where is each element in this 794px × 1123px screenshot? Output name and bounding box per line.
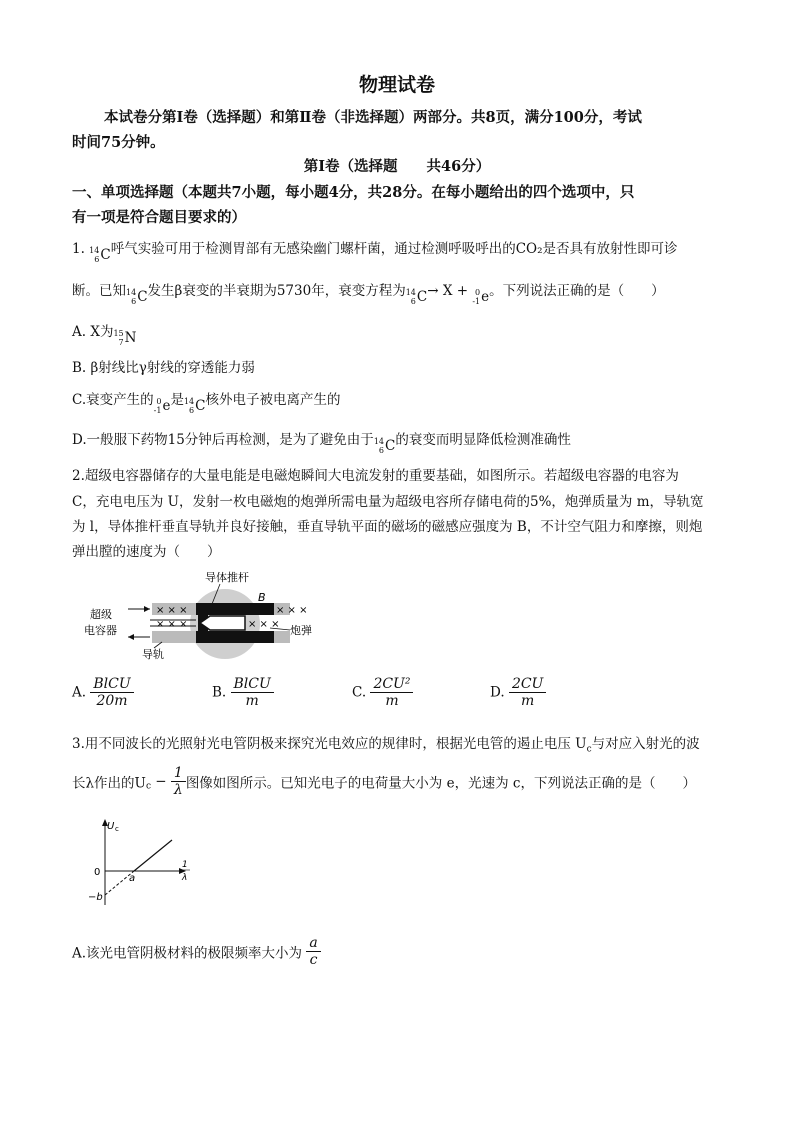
- section1-line-1: 一、单项选择题（本题共7小题，每小题4分，共28分。在每小题给出的四个选项中，只: [72, 184, 635, 201]
- q3-line-2: 长λ作出的$U_c$ − $\frac{1}{\lambda}$ 图像如图所示。已知光电子的电荷量大小为 e，光速为 c，下列说法正确的是（ ）: [72, 765, 696, 798]
- q1-option-a: A. X为 15 7 N: [72, 324, 137, 347]
- q2-line-4: 弹出膛的速度为（ ）: [72, 544, 221, 560]
- bottom-rail: [196, 631, 274, 643]
- q2-option-b: B. $\frac{\text{BlCU}}{m}$: [212, 676, 274, 709]
- cross-marks-mid-right: × × ×: [248, 619, 280, 630]
- q2-option-a: A. $\frac{\text{BlCU}}{20m}$: [72, 676, 134, 709]
- cross-marks-top-left: × × ×: [156, 605, 188, 616]
- cross-marks-top-right: × × ×: [276, 605, 308, 616]
- top-rail: [196, 603, 274, 615]
- label-conductor-rod: 导体推杆: [205, 571, 249, 584]
- q2-line-2: C，充电电压为 U，发射一枚电磁炮的炮弹所需电量为超级电容所存储电荷的5%，炮弹质量为 m，导轨宽: [72, 494, 704, 510]
- q2-line-3: 为 l，导体推杆垂直导轨并良好接触，垂直导轨平面的磁场的磁感应强度为 B，不计空气阻力和摩擦，则炮: [72, 519, 703, 535]
- q1-option-b: B. β射线比γ射线的穿透能力弱: [72, 360, 255, 376]
- label-rail: 导轨: [142, 648, 164, 661]
- label-shell: 炮弹: [290, 624, 312, 637]
- q1-line-2: 断。已知 14 6 C 发生β衰变的半衰期为5730年，衰变方程为 14 6 C → X + 0 -1 e 。下列说法正确的是（ ）: [72, 283, 665, 306]
- intercept-b-label: −b: [88, 892, 103, 903]
- q1-option-c: C.衰变产生的 0 -1 e 是 14 6 C 核外电子被电离产生的: [72, 392, 341, 415]
- q2-line-1: 2.超级电容器储存的大量电能是电磁炮瞬间大电流发射的重要基础，如图所示。若超级电容器的电容为: [72, 468, 679, 484]
- y-axis-label-sub: c: [115, 825, 119, 833]
- railgun-figure: [80, 568, 340, 668]
- intro-line-1: 本试卷分第Ⅰ卷（选择题）和第Ⅱ卷（非选择题）两部分。共8页，满分100分，考试: [104, 109, 642, 126]
- q3-option-a: A.该光电管阴极材料的极限频率大小为 $\frac{a}{c}$: [72, 935, 321, 968]
- label-magnetic-field: B: [258, 591, 266, 604]
- x-axis-label-num: 1: [182, 860, 188, 870]
- page-title: 物理试卷: [358, 74, 435, 96]
- q1-line-1: 1. 14 6 C 呼气实验可用于检测胃部有无感染幽门螺杆菌，通过检测呼吸呼出的CO₂是否具有放射性即可诊: [72, 241, 678, 264]
- q2-option-c: C. $\frac{\text{2CU²}}{m}$: [352, 676, 413, 709]
- intercept-a-label: a: [129, 873, 136, 884]
- label-capacitor-2: 电容器: [84, 624, 117, 637]
- graph-line: [134, 840, 172, 871]
- projectile-shell: [200, 616, 245, 630]
- cross-marks-mid-left: × × ×: [156, 619, 188, 630]
- part1-heading: 第Ⅰ卷（选择题 共46分）: [303, 158, 491, 175]
- intro-line-2: 时间75分钟。: [72, 134, 165, 151]
- origin-label: 0: [94, 867, 101, 878]
- label-capacitor-1: 超级: [90, 608, 112, 621]
- q1-option-d: D.一般服下药物15分钟后再检测，是为了避免由于 14 6 C 的衰变而明显降低检测准确性: [72, 432, 571, 455]
- section1-line-2: 有一项是符合题目要求的）: [72, 209, 246, 226]
- q2-option-d: D. $\frac{2CU}{m}$: [490, 676, 546, 709]
- x-axis-label-den: λ: [182, 873, 188, 883]
- c14-nuclide: 14 6 C: [89, 246, 111, 264]
- y-axis-label: U: [107, 821, 115, 832]
- q3-line-1: 3.用不同波长的光照射光电管阴极来探究光电效应的规律时，根据光电管的遏止电压 $U_c$与对应入射光的波: [72, 736, 700, 755]
- uc-graph: [82, 815, 212, 915]
